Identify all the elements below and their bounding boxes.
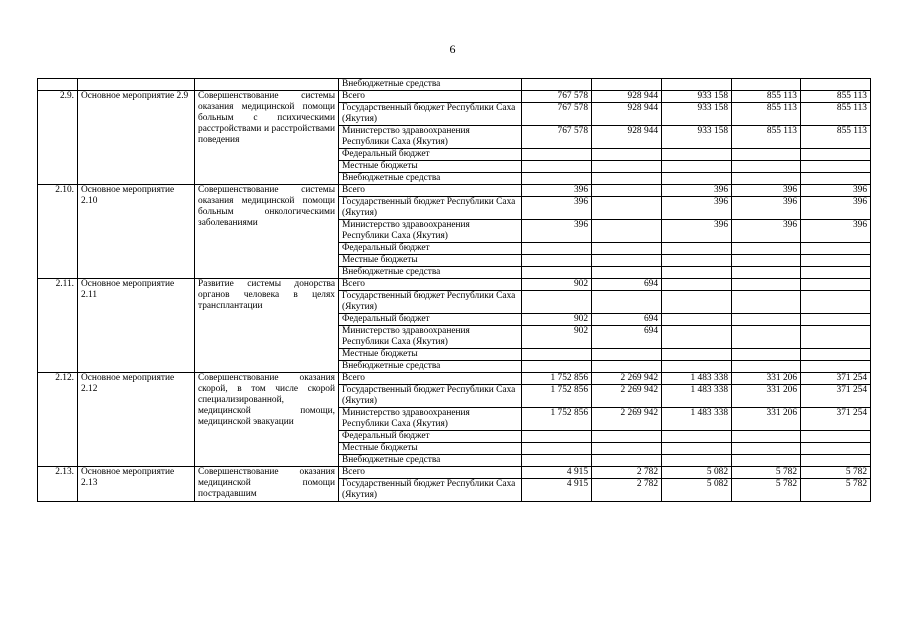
funding-source-cell: Министерство здравоохранения Республики Саха (Якутия) (339, 326, 522, 349)
measure-desc-cell: Совершенствование оказания медицинской помощи пострадавшим (195, 467, 339, 502)
value-cell: 2 269 942 (592, 385, 662, 408)
funding-source-cell: Всего (339, 185, 522, 197)
measure-desc-cell: Совершенствование системы оказания медицинской помощи больным с психическими расстройствами и расстройствами поведения (195, 91, 339, 185)
value-cell (801, 279, 871, 291)
value-cell: 855 113 (732, 126, 801, 149)
value-cell: 5 782 (801, 479, 871, 502)
value-cell: 396 (732, 197, 801, 220)
value-cell (801, 326, 871, 349)
value-cell (592, 79, 662, 91)
value-cell (592, 220, 662, 243)
value-cell (522, 173, 592, 185)
table-row (38, 279, 871, 291)
value-cell (801, 149, 871, 161)
value-cell (592, 255, 662, 267)
funding-source-cell: Местные бюджеты (339, 161, 522, 173)
value-cell (592, 431, 662, 443)
value-cell: 396 (522, 220, 592, 243)
funding-source-cell: Внебюджетные средства (339, 267, 522, 279)
funding-source-cell: Внебюджетные средства (339, 361, 522, 373)
value-cell (732, 243, 801, 255)
funding-source-cell: Внебюджетные средства (339, 173, 522, 185)
funding-source-cell: Местные бюджеты (339, 349, 522, 361)
value-cell (801, 443, 871, 455)
measure-desc-cell: Совершенствование оказания скорой, в том числе скорой специализированной, медицинской помощи, медицинской эвакуации (195, 373, 339, 467)
value-cell (522, 243, 592, 255)
value-cell (732, 267, 801, 279)
value-cell: 767 578 (522, 126, 592, 149)
budget-table (37, 78, 871, 502)
value-cell (592, 173, 662, 185)
value-cell (732, 149, 801, 161)
value-cell: 331 206 (732, 408, 801, 431)
value-cell: 396 (801, 220, 871, 243)
value-cell: 5 782 (801, 467, 871, 479)
value-cell (662, 291, 732, 314)
value-cell: 1 483 338 (662, 373, 732, 385)
value-cell (522, 431, 592, 443)
funding-source-cell: Федеральный бюджет (339, 431, 522, 443)
value-cell (522, 161, 592, 173)
measure-name-cell (78, 79, 195, 91)
value-cell: 933 158 (662, 103, 732, 126)
value-cell: 396 (732, 220, 801, 243)
value-cell (732, 79, 801, 91)
value-cell: 371 254 (801, 385, 871, 408)
value-cell: 396 (732, 185, 801, 197)
table-row (38, 467, 871, 479)
value-cell (662, 314, 732, 326)
value-cell: 4 915 (522, 467, 592, 479)
value-cell: 855 113 (732, 91, 801, 103)
value-cell (592, 185, 662, 197)
funding-source-cell: Федеральный бюджет (339, 149, 522, 161)
value-cell: 1 483 338 (662, 385, 732, 408)
funding-source-cell: Государственный бюджет Республики Саха (Якутия) (339, 385, 522, 408)
value-cell (592, 291, 662, 314)
value-cell: 331 206 (732, 385, 801, 408)
value-cell (801, 79, 871, 91)
value-cell: 5 082 (662, 467, 732, 479)
row-number-cell: 2.12. (38, 373, 78, 467)
value-cell: 396 (522, 185, 592, 197)
funding-source-cell: Государственный бюджет Республики Саха (Якутия) (339, 197, 522, 220)
value-cell (662, 279, 732, 291)
funding-source-cell: Внебюджетные средства (339, 79, 522, 91)
value-cell (662, 255, 732, 267)
value-cell (662, 431, 732, 443)
funding-source-cell: Местные бюджеты (339, 443, 522, 455)
measure-name-cell: Основное мероприятие 2.12 (78, 373, 195, 467)
value-cell (801, 455, 871, 467)
measure-name-cell: Основное мероприятие 2.10 (78, 185, 195, 279)
value-cell (662, 349, 732, 361)
value-cell: 902 (522, 279, 592, 291)
value-cell: 767 578 (522, 91, 592, 103)
value-cell: 396 (662, 220, 732, 243)
funding-source-cell: Министерство здравоохранения Республики Саха (Якутия) (339, 408, 522, 431)
row-number-cell (38, 79, 78, 91)
value-cell (522, 267, 592, 279)
measure-desc-cell (195, 79, 339, 91)
value-cell: 396 (522, 197, 592, 220)
value-cell (592, 243, 662, 255)
table-row (38, 79, 871, 91)
value-cell: 933 158 (662, 91, 732, 103)
value-cell (732, 161, 801, 173)
funding-source-cell: Федеральный бюджет (339, 314, 522, 326)
value-cell (801, 161, 871, 173)
value-cell: 928 944 (592, 103, 662, 126)
funding-source-cell: Федеральный бюджет (339, 243, 522, 255)
value-cell: 371 254 (801, 373, 871, 385)
row-number-cell: 2.9. (38, 91, 78, 185)
value-cell (732, 255, 801, 267)
value-cell (732, 443, 801, 455)
value-cell: 928 944 (592, 91, 662, 103)
measure-name-cell: Основное мероприятие 2.11 (78, 279, 195, 373)
funding-source-cell: Местные бюджеты (339, 255, 522, 267)
funding-source-cell: Всего (339, 279, 522, 291)
page-number: 6 (449, 42, 456, 56)
funding-source-cell: Внебюджетные средства (339, 455, 522, 467)
value-cell (732, 326, 801, 349)
value-cell (662, 79, 732, 91)
row-number-cell: 2.10. (38, 185, 78, 279)
value-cell: 928 944 (592, 126, 662, 149)
value-cell: 1 752 856 (522, 373, 592, 385)
value-cell: 933 158 (662, 126, 732, 149)
value-cell (801, 291, 871, 314)
value-cell (592, 197, 662, 220)
value-cell (522, 455, 592, 467)
value-cell (662, 243, 732, 255)
value-cell (732, 279, 801, 291)
value-cell: 396 (662, 197, 732, 220)
value-cell: 2 782 (592, 479, 662, 502)
value-cell (522, 443, 592, 455)
value-cell (732, 431, 801, 443)
table-row (38, 373, 871, 385)
funding-source-cell: Министерство здравоохранения Республики Саха (Якутия) (339, 126, 522, 149)
value-cell (592, 349, 662, 361)
table-row (38, 91, 871, 103)
value-cell (662, 173, 732, 185)
value-cell (522, 349, 592, 361)
value-cell: 2 269 942 (592, 373, 662, 385)
value-cell (732, 173, 801, 185)
value-cell: 855 113 (801, 91, 871, 103)
value-cell: 2 269 942 (592, 408, 662, 431)
value-cell (592, 443, 662, 455)
value-cell: 396 (801, 197, 871, 220)
value-cell (732, 314, 801, 326)
value-cell (662, 149, 732, 161)
value-cell: 396 (662, 185, 732, 197)
value-cell: 902 (522, 326, 592, 349)
value-cell: 767 578 (522, 103, 592, 126)
value-cell: 4 915 (522, 479, 592, 502)
value-cell (662, 443, 732, 455)
funding-source-cell: Государственный бюджет Республики Саха (Якутия) (339, 103, 522, 126)
value-cell (662, 455, 732, 467)
measure-name-cell: Основное мероприятие 2.13 (78, 467, 195, 502)
value-cell (662, 161, 732, 173)
value-cell: 694 (592, 279, 662, 291)
funding-source-cell: Всего (339, 91, 522, 103)
value-cell (801, 173, 871, 185)
value-cell: 331 206 (732, 373, 801, 385)
row-number-cell: 2.11. (38, 279, 78, 373)
value-cell (801, 431, 871, 443)
value-cell (732, 455, 801, 467)
value-cell: 855 113 (801, 126, 871, 149)
value-cell (801, 243, 871, 255)
value-cell: 5 782 (732, 479, 801, 502)
value-cell: 694 (592, 326, 662, 349)
funding-source-cell: Всего (339, 467, 522, 479)
value-cell (801, 314, 871, 326)
value-cell (662, 267, 732, 279)
value-cell: 1 752 856 (522, 408, 592, 431)
value-cell: 902 (522, 314, 592, 326)
value-cell (522, 361, 592, 373)
funding-source-cell: Министерство здравоохранения Республики Саха (Якутия) (339, 220, 522, 243)
value-cell: 694 (592, 314, 662, 326)
value-cell (592, 267, 662, 279)
value-cell (662, 326, 732, 349)
funding-source-cell: Всего (339, 373, 522, 385)
value-cell (732, 349, 801, 361)
value-cell (801, 349, 871, 361)
table-row (38, 185, 871, 197)
value-cell (522, 149, 592, 161)
value-cell (662, 361, 732, 373)
value-cell: 371 254 (801, 408, 871, 431)
value-cell: 1 483 338 (662, 408, 732, 431)
funding-source-cell: Государственный бюджет Республики Саха (Якутия) (339, 291, 522, 314)
funding-source-cell: Государственный бюджет Республики Саха (Якутия) (339, 479, 522, 502)
value-cell: 855 113 (732, 103, 801, 126)
value-cell: 5 782 (732, 467, 801, 479)
row-number-cell: 2.13. (38, 467, 78, 502)
measure-desc-cell: Совершенствование системы оказания медицинской помощи больным онкологическими заболеваниями (195, 185, 339, 279)
value-cell: 2 782 (592, 467, 662, 479)
measure-name-cell: Основное мероприятие 2.9 (78, 91, 195, 185)
value-cell (522, 255, 592, 267)
value-cell (522, 79, 592, 91)
value-cell: 855 113 (801, 103, 871, 126)
value-cell (592, 361, 662, 373)
value-cell (732, 291, 801, 314)
value-cell: 5 082 (662, 479, 732, 502)
value-cell (522, 291, 592, 314)
value-cell (801, 255, 871, 267)
value-cell: 1 752 856 (522, 385, 592, 408)
value-cell (592, 161, 662, 173)
value-cell (732, 361, 801, 373)
value-cell (801, 361, 871, 373)
value-cell (592, 149, 662, 161)
value-cell: 396 (801, 185, 871, 197)
table-body (38, 79, 871, 502)
value-cell (801, 267, 871, 279)
value-cell (592, 455, 662, 467)
measure-desc-cell: Развитие системы донорства органов человека в целях трансплантации (195, 279, 339, 373)
